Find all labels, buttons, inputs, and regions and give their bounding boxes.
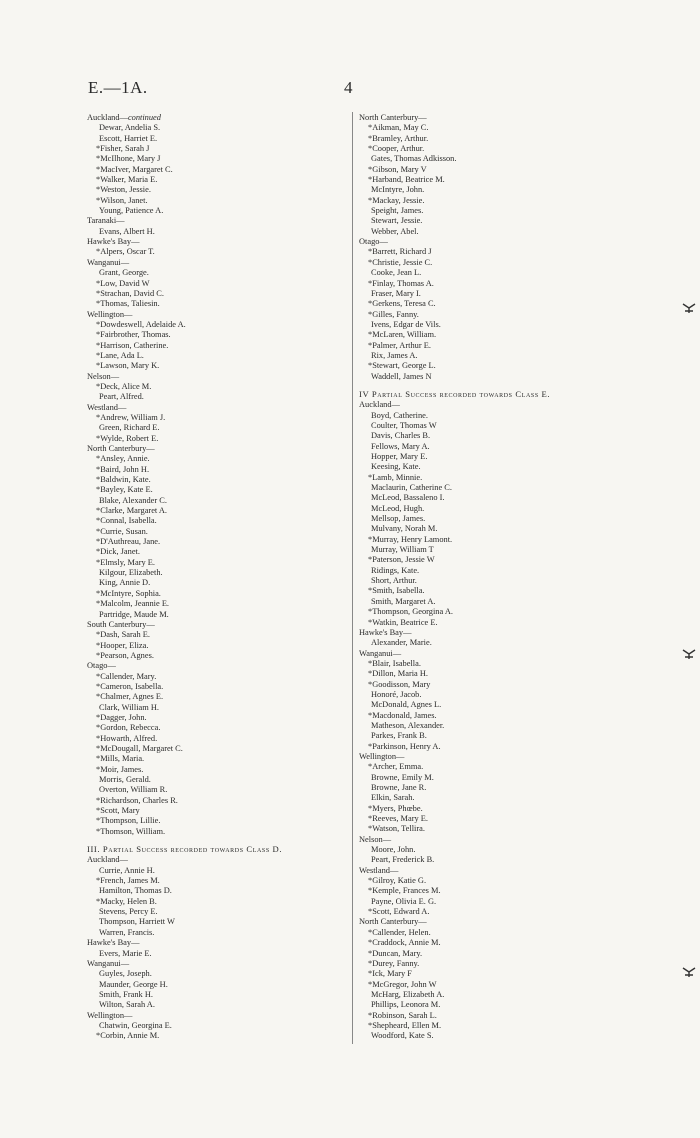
list-item: *Christie, Jessie C. [368, 257, 433, 267]
document-reference: E.—1A. [88, 78, 148, 97]
right-column [359, 113, 634, 1042]
list-item: Mulvany, Norah M. [371, 524, 438, 534]
list-item: *Bramley, Arthur. [368, 133, 429, 143]
list-item: Matheson, Alexander. [371, 720, 445, 730]
list-item: McDonald, Agnes L. [371, 700, 442, 710]
list-item: *Walker, Maria E. [96, 175, 158, 185]
list-item: Phillips, Leonora M. [371, 1000, 441, 1010]
list-item: McHarg, Elizabeth A. [371, 989, 445, 999]
list-item: *Fairbrother, Thomas. [96, 330, 171, 340]
list-item: *Mills, Maria. [96, 754, 145, 764]
list-item: *Low, David W [96, 278, 150, 288]
list-item: *MacIver, Margaret C. [96, 164, 173, 174]
list-item: *Palmer, Arthur E. [368, 340, 431, 350]
region-label: South Canterbury— [87, 619, 155, 629]
list-item: *Gilles, Fanny. [368, 309, 419, 319]
list-item: *Cooper, Arthur. [368, 144, 425, 154]
binding-mark-icon [682, 648, 696, 660]
region-label: Nelson— [359, 834, 392, 844]
list-item: Grant, George. [99, 268, 149, 278]
list-item: Ridings, Kate. [371, 565, 420, 575]
list-item: *McDougall, Margaret C. [96, 743, 183, 753]
region-heading [359, 917, 634, 927]
list-item: *Macdonald, James. [368, 710, 437, 720]
list-item: *Kemple, Frances M. [368, 886, 441, 896]
list-item: Gates, Thomas Adkisson. [371, 154, 457, 164]
region-heading [359, 649, 634, 659]
binding-mark-icon [682, 966, 696, 978]
region-label: Auckland— [87, 113, 128, 122]
region-heading [359, 400, 634, 410]
region-label: Wellington— [87, 1010, 133, 1020]
list-item: *Dillon, Maria H. [368, 669, 429, 679]
list-item: Evers, Marie E. [99, 948, 152, 958]
list-item: *Currie, Susan. [96, 526, 148, 536]
list-item: *Gilroy, Katie G. [368, 876, 427, 886]
section-heading: III. Partial Success recorded towards Class D. [87, 844, 283, 855]
list-item: *Shepheard, Ellen M. [368, 1020, 442, 1030]
list-item: Speight, James. [371, 206, 424, 216]
list-item: *Paterson, Jessie W [368, 555, 435, 565]
list-item: McLeod, Bassaleno I. [371, 493, 445, 503]
list-item: Stewart, Jessie. [371, 216, 423, 226]
list-item: Peart, Frederick B. [371, 855, 435, 865]
region-label: Auckland— [87, 855, 128, 865]
list-item: *Chalmer, Agnes E. [96, 692, 164, 702]
list-item: *Malcolm, Jeannie E. [96, 599, 170, 609]
list-item: Clark, William H. [99, 702, 159, 712]
list-item: Parkes, Frank B. [371, 731, 427, 741]
list-item: *Scott, Edward A. [368, 907, 430, 917]
column-divider [352, 112, 353, 1044]
list-item: Mellsop, James. [371, 514, 426, 524]
list-item: Smith, Margaret A. [371, 596, 436, 606]
list-item: *Bayley, Kate E. [96, 485, 153, 495]
list-item: *Parkinson, Henry A. [368, 741, 441, 751]
list-item: *McIlhone, Mary J [96, 154, 161, 164]
region-heading [87, 216, 345, 226]
list-item: Boyd, Catherine. [371, 410, 428, 420]
list-item: *Mackay, Jessie. [368, 195, 425, 205]
region-heading [87, 620, 345, 630]
region-label: North Canterbury— [359, 917, 427, 927]
list-item: *Clarke, Margaret A. [96, 506, 168, 516]
list-item: Elkin, Sarah. [371, 793, 415, 803]
list-item: *Pearson, Agnes. [96, 650, 154, 660]
list-item: Young, Patience A. [99, 206, 164, 216]
list-item: Hamilton, Thomas D. [99, 886, 172, 896]
region-label: Wanganui— [87, 958, 130, 968]
list-item: *Corbin, Annie M. [96, 1031, 160, 1041]
list-item: *Wilson, Janet. [96, 195, 148, 205]
list-item: *Thompson, Lillie. [96, 816, 161, 826]
list-item: Partridge, Maude M. [99, 609, 169, 619]
region-label: North Canterbury— [359, 113, 427, 122]
list-item: *Thomson, William. [96, 826, 166, 836]
list-item: *Howarth, Alfred. [96, 733, 158, 743]
list-item: Rix, James A. [371, 350, 418, 360]
region-heading [87, 113, 345, 123]
region-label: Westland— [359, 865, 399, 875]
page-number: 4 [344, 78, 353, 97]
list-item: Payne, Olivia E. G. [371, 896, 437, 906]
region-label: North Canterbury— [87, 444, 155, 453]
list-item: *Stewart, George L. [368, 361, 436, 371]
list-item: *Harband, Beatrice M. [368, 175, 445, 185]
list-item: *Myers, Phœbe. [368, 803, 423, 813]
list-item: Murray, William T [371, 545, 434, 555]
list-item: *Dick, Janet. [96, 547, 140, 557]
region-label: Westland— [87, 402, 127, 412]
region-label: Wellington— [87, 309, 133, 319]
region-heading [359, 113, 634, 123]
list-item: *McIntyre, Sophia. [96, 588, 161, 598]
list-item: Smith, Frank H. [99, 989, 153, 999]
list-item: Escott, Harriet E. [99, 133, 158, 143]
list-item: *Wylde, Robert E. [96, 433, 159, 443]
list-item: *Gordon, Rebecca. [96, 723, 161, 733]
list-item: Hopper, Mary E. [371, 452, 428, 461]
list-item: Guyles, Joseph. [99, 969, 152, 979]
list-item: Cooke, Jean L. [371, 268, 422, 278]
list-item: McIntyre, John. [371, 185, 425, 195]
list-item: *Robinson, Sarah L. [368, 1010, 437, 1020]
list-item: Short, Arthur. [371, 576, 417, 586]
list-item: *Dash, Sarah E. [96, 630, 150, 640]
list-item: *Alpers, Oscar T. [96, 247, 155, 257]
list-item: McLeod, Hugh. [371, 503, 425, 513]
list-item: *Strachan, David C. [96, 288, 164, 298]
region-heading [359, 866, 634, 876]
list-item: *McGregor, John W [368, 979, 437, 989]
list-item: *Cameron, Isabella. [96, 681, 164, 691]
list-item: Maunder, George H. [99, 979, 168, 989]
list-item: Ivens, Edgar de Vils. [371, 319, 441, 329]
list-item: *Lane, Ada L. [96, 350, 144, 360]
list-item: *McLaren, William. [368, 330, 437, 340]
list-item: *Scott, Mary [96, 806, 140, 816]
list-item: *Ansley, Annie. [96, 454, 150, 464]
list-item: *Fisher, Sarah J [96, 144, 150, 154]
region-label: Otago— [87, 661, 116, 671]
list-item: *Andrew, William J. [96, 412, 166, 422]
list-item: Kilgour, Elizabeth. [99, 568, 163, 578]
list-item: *D'Authreau, Jane. [96, 537, 161, 547]
region-heading [87, 938, 345, 948]
list-item: *Watson, Tellira. [368, 824, 425, 834]
region-heading [87, 372, 345, 382]
list-item: *Watkin, Beatrice E. [368, 617, 438, 627]
region-heading [359, 835, 634, 845]
region-label: Taranaki— [87, 216, 125, 226]
list-item: *Moir, James. [96, 764, 144, 774]
region-heading [87, 855, 345, 865]
list-item: *Deck, Alice M. [96, 381, 152, 391]
list-item: *Gibson, Mary V [368, 164, 427, 174]
list-item: *Barrett, Richard J [368, 247, 432, 257]
left-column [87, 113, 345, 1042]
list-item: *Reeves, Mary E. [368, 814, 429, 824]
continued-note: continued [127, 113, 161, 122]
list-item: *Baldwin, Kate. [96, 475, 151, 485]
region-label: Wanganui— [359, 648, 402, 658]
list-item: *Durey, Fanny. [368, 958, 420, 968]
region-label: Wellington— [359, 751, 405, 761]
list-item: Evans, Albert H. [99, 226, 155, 236]
list-item: *Weston, Jessie. [96, 185, 151, 195]
list-item: Fraser, Mary I. [371, 288, 421, 298]
list-item: *Archer, Emma. [368, 762, 424, 772]
region-heading [359, 237, 634, 247]
list-item: Warren, Francis. [99, 927, 155, 937]
list-item: *French, James M. [96, 876, 160, 886]
list-item: *Callender, Mary. [96, 671, 157, 681]
list-item: Alexander, Marie. [371, 638, 432, 648]
list-item: *Murray, Henry Lamont. [368, 534, 453, 544]
list-item: Blake, Alexander C. [99, 495, 167, 505]
list-item: *Baird, John H. [96, 464, 150, 474]
list-item: Webber, Abel. [371, 226, 419, 236]
list-item: *Richardson, Charles R. [96, 795, 178, 805]
list-item: *Goodisson, Mary [368, 679, 431, 689]
list-item: Stevens, Percy E. [99, 907, 158, 917]
list-item: *Connal, Isabella. [96, 516, 157, 526]
region-heading [359, 752, 634, 762]
list-item: *Macky, Helen B. [96, 896, 157, 906]
list-item: *Elmsly, Mary E. [96, 557, 156, 567]
list-item: *Dowdeswell, Adelaide A. [96, 319, 186, 329]
list-item: *Blair, Isabella. [368, 658, 421, 668]
list-item: Dewar, Andelia S. [99, 123, 161, 133]
region-heading [87, 1011, 345, 1021]
list-item: *Aikman, May C. [368, 123, 429, 133]
list-item: *Dagger, John. [96, 712, 147, 722]
region-label: Auckland— [359, 400, 400, 410]
list-item: Moore, John. [371, 845, 416, 855]
list-item: *Finlay, Thomas A. [368, 278, 434, 288]
binding-mark-icon [682, 302, 696, 314]
list-item: Honoré, Jacob. [371, 689, 422, 699]
list-item: *Duncan, Mary. [368, 948, 423, 958]
region-label: Hawke's Bay— [87, 938, 140, 948]
list-item: *Thompson, Georgina A. [368, 607, 453, 617]
list-item: *Callender, Helen. [368, 927, 431, 937]
list-item: *Hooper, Eliza. [96, 640, 149, 650]
region-label: Otago— [359, 237, 388, 247]
region-label: Hawke's Bay— [87, 237, 140, 247]
list-item: Chatwin, Georgina E. [99, 1020, 172, 1030]
list-item: *Lamb, Minnie. [368, 472, 423, 482]
list-item: Thompson, Harriett W [99, 917, 175, 927]
list-item: Peart, Alfred. [99, 392, 144, 402]
list-item: *Lawson, Mary K. [96, 361, 160, 371]
region-heading [87, 237, 345, 247]
region-label: Hawke's Bay— [359, 627, 412, 637]
list-item: Keesing, Kate. [371, 462, 421, 472]
region-label: Nelson— [87, 371, 120, 381]
list-item: *Ick, Mary F [368, 969, 412, 979]
list-item: *Smith, Isabella. [368, 586, 425, 596]
list-item: Davis, Charles B. [371, 431, 431, 441]
list-item: Browne, Emily M. [371, 772, 434, 782]
list-item: Morris, Gerald. [99, 775, 151, 784]
region-heading [87, 258, 345, 268]
region-heading [87, 661, 345, 671]
list-item: Waddell, James N [371, 371, 432, 381]
region-heading [87, 310, 345, 320]
list-item: Coulter, Thomas W [371, 420, 437, 430]
list-item: *Harrison, Catherine. [96, 340, 169, 350]
list-item: *Gerkens, Teresa C. [368, 299, 436, 309]
list-item: Maclaurin, Catherine C. [371, 483, 452, 493]
list-item: Currie, Annie H. [99, 865, 155, 875]
list-item: Fellows, Mary A. [371, 441, 430, 451]
list-item: *Thomas, Taliesin. [96, 299, 160, 309]
section-heading: IV Partial Success recorded towards Class E. [359, 388, 551, 399]
region-heading [87, 959, 345, 969]
list-item: Browne, Jane R. [371, 783, 427, 792]
list-item: King, Annie D. [99, 578, 151, 588]
list-item: Wilton, Sarah A. [99, 1000, 155, 1010]
region-heading [87, 403, 345, 413]
region-label: Wanganui— [87, 257, 130, 267]
list-item: Woodford, Kate S. [371, 1031, 434, 1041]
list-item: Overton, William R. [99, 785, 168, 795]
list-item: Green, Richard E. [99, 423, 160, 433]
region-heading [87, 444, 345, 454]
region-heading [359, 628, 634, 638]
list-item: *Craddock, Annie M. [368, 938, 441, 948]
